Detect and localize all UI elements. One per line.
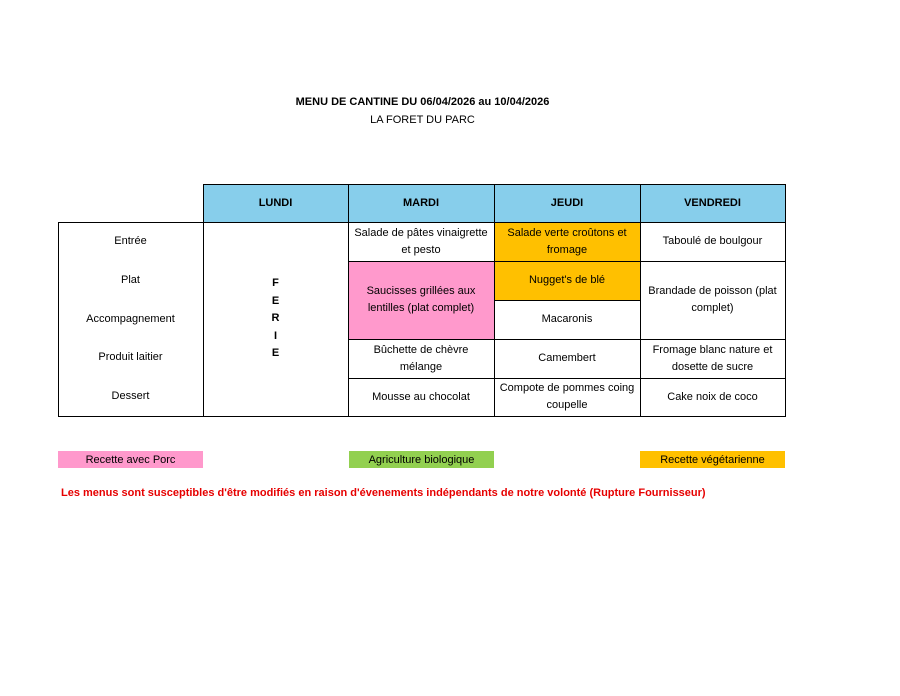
- school-name: LA FORET DU PARC: [370, 114, 475, 126]
- header-mardi: MARDI: [348, 184, 494, 222]
- lundi-ferie: [203, 222, 348, 416]
- mardi-plat: Saucisses grillées aux lentilles (plat complet): [348, 261, 494, 339]
- ferie-letter: E: [271, 294, 280, 307]
- ferie-letter: I: [273, 329, 278, 342]
- vendredi-dessert: Cake noix de coco: [667, 390, 758, 403]
- ferie-letter: R: [271, 312, 280, 325]
- disclaimer-note: Les menus sont susceptibles d'être modifiés en raison d'évenements indépendants de notre volonté (Rupture Fournisseur): [61, 487, 706, 499]
- legend-porc: Recette avec Porc: [58, 451, 203, 468]
- jeudi-produit-laitier: Camembert: [538, 352, 596, 364]
- header-lundi: LUNDI: [203, 184, 348, 222]
- vendredi-produit-laitier: Fromage blanc nature et dosette de sucre: [652, 343, 773, 373]
- jeudi-entree: Salade verte croûtons et fromage: [494, 222, 640, 261]
- vendredi-plat: Brandade de poisson (plat complet): [648, 285, 777, 314]
- menu-title: MENU DE CANTINE DU 06/04/2026 au 10/04/2026: [295, 96, 550, 108]
- row-label-plat: Plat: [121, 274, 140, 286]
- jeudi-accompagnement: Macaronis: [541, 313, 593, 325]
- header-jeudi: JEUDI: [494, 184, 640, 222]
- row-label-accompagnement: Accompagnement: [86, 313, 175, 325]
- row-label-entree: Entrée: [114, 235, 147, 247]
- jeudi-dessert: Compote de pommes coing coupelle: [499, 382, 635, 411]
- row-label-produit-laitier: Produit laitier: [98, 351, 163, 363]
- ferie-letter: E: [271, 347, 280, 360]
- header-vendredi: VENDREDI: [640, 184, 785, 222]
- legend-bio: Agriculture biologique: [349, 451, 494, 468]
- legend-vegetarien: Recette végétarienne: [640, 451, 785, 468]
- ferie-letter: F: [272, 277, 279, 290]
- row-label-dessert: Dessert: [111, 390, 150, 402]
- jeudi-plat: Nugget's de blé: [494, 261, 640, 300]
- mardi-entree: Salade de pâtes vinaigrette et pesto: [354, 226, 488, 256]
- mardi-dessert: Mousse au chocolat: [372, 390, 470, 403]
- vendredi-entree: Taboulé de boulgour: [662, 235, 763, 247]
- mardi-produit-laitier: Bûchette de chèvre mélange: [373, 343, 469, 373]
